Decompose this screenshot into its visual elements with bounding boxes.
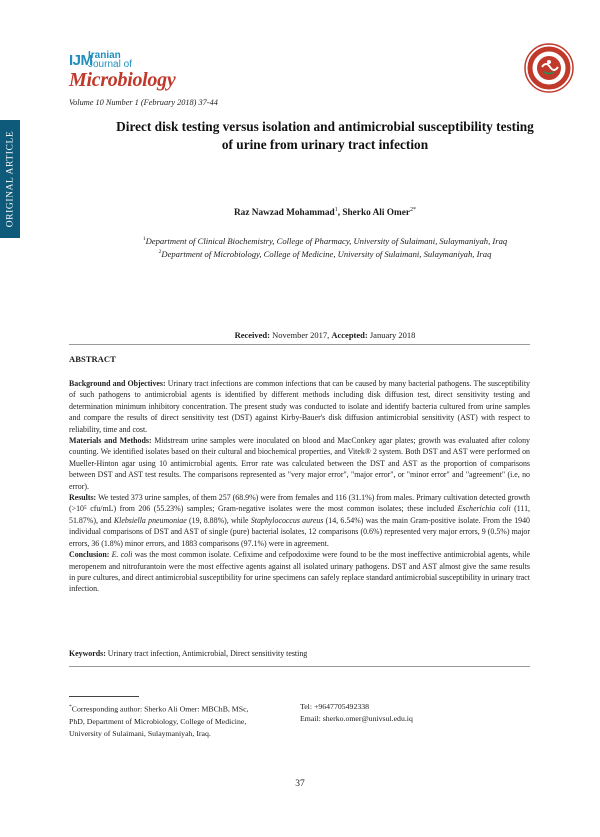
keywords	[69, 649, 530, 658]
affiliation-1-num: 1	[142, 236, 146, 243]
methods-label: Materials and Methods:	[69, 436, 152, 446]
received-date: November 2017,	[269, 330, 332, 340]
results-ecoli: Escherichia coli	[457, 504, 511, 514]
journal-logo	[69, 49, 189, 95]
author-2: Sherko Ali Omer	[342, 208, 411, 219]
keywords-text: Urinary tract infection, Antimicrobial, Direct sensitivity testing	[105, 649, 308, 658]
author-list	[60, 207, 590, 218]
abstract-results	[69, 492, 530, 549]
affiliation-1	[60, 236, 590, 246]
affiliation-2	[60, 249, 590, 259]
accepted-date: January 2018	[367, 330, 416, 340]
abstract-heading: ABSTRACT	[69, 354, 116, 364]
keywords-label: Keywords:	[69, 649, 106, 658]
conclusion-text: was the most common isolate. Cefixime and cefpodoxime were found to be the most ineffective antimicrobial agents, while meropenem and nitrofurantoin were the most effective agents against all isolated urinary pathogens. DST and AST almost give the same results in pure cultures, and direct antimicrobial susceptibility for urine specimens can safely replace standard antimicrobial susceptibility in urinary tract infection.	[69, 550, 530, 594]
affiliation-2-text: Department of Microbiology, College of Medicine, University of Sulaimani, Sulaymaniyah, Iraq	[161, 249, 492, 259]
article-title	[60, 118, 590, 154]
abstract-methods	[69, 435, 530, 492]
results-klebsiella: Klebsiella pneumoniae	[113, 515, 187, 525]
footnote-line-1	[69, 701, 299, 716]
background-label: Background and Objectives:	[69, 379, 166, 388]
methods-text: Midstream urine samples were inoculated on blood and MacConkey agar plates; growth was evaluated after colony counting. We identified isolates based on their cultural and biochemical properties, and Vitek® 2 system. Both DST and AST were performed on Mueller-Hinton agar using 10 antimicrobial agents. Error rate was calculated between the DST and AST as the proportion of comparisons between DST and AST test results. The comparisons represented as "very major error", "major error", or "minor error" and "agreement" (i.e, no error).	[69, 436, 530, 491]
volume-info: Volume 10 Number 1 (February 2018) 37-44	[69, 98, 218, 107]
contact-info	[300, 701, 530, 726]
logo-microbiology: Microbiology	[69, 69, 176, 91]
author-1: Raz Nawzad Mohammad	[233, 208, 335, 219]
footnote-line-3: University of Sulaimani, Sulaymaniyah, Iraq.	[69, 729, 211, 739]
page-number: 37	[295, 779, 305, 789]
article-dates	[60, 330, 590, 340]
results-text-2: (111, 51.87%), and	[69, 504, 530, 525]
author-1-sup: 1	[334, 207, 338, 213]
article-type-label: ORIGINAL ARTICLE	[5, 130, 16, 228]
footnote-line-2: PhD, Department of Microbiology, College of Medicine,	[69, 716, 247, 726]
society-seal-icon	[524, 43, 574, 93]
contact-tel: Tel: +9647705492338	[300, 702, 370, 711]
title-line-2: of urine from urinary tract infection	[221, 137, 429, 152]
received-label: Received:	[234, 330, 270, 340]
footnote-rule	[69, 696, 139, 697]
title-line-1: Direct disk testing versus isolation and antimicrobial susceptibility testing	[116, 119, 534, 134]
affiliation-2-num: 2	[158, 249, 162, 256]
background-text: Urinary tract infections are common infections that can be caused by many bacterial pathogens. The susceptibility of such pathogens to antimicrobial agents is identified by different methods including disk diffusion test, direct sensitivity testing and determination minimum inhibitory concentration. The present study was conducted to isolate and identify bacteria cultured from urine samples and compare the results of direct sensitivity test (DST) against Kirby-Bauer's disk diffusion antimicrobial sensitivity (AST) with respect to reliability, time and cost.	[69, 379, 531, 434]
results-staph: Staphylococcus aureus	[250, 515, 324, 525]
abstract-background	[69, 378, 530, 435]
conclusion-label: Conclusion:	[69, 550, 110, 560]
divider-bottom	[69, 666, 530, 667]
logo-iranian: Iranian	[88, 50, 121, 61]
results-label: Results:	[69, 493, 97, 503]
footnote-star: *	[69, 704, 72, 710]
affiliation-1-text: Department of Clinical Biochemistry, College of Pharmacy, University of Sulaimani, Sulaymaniyah, Iraq	[145, 236, 508, 246]
results-text-4: (14, 6.54%) was the main Gram-positive isolate. From the 1940 individual comparisons of DST and AST of single (pure) bacterial isolates, 12 comparisons (0.6%) represented very major errors, 9 (0.5%) major errors, 36 (1.8%) minor errors, and 1883 comparisons (97.1%) were in agreement.	[69, 515, 530, 548]
accepted-label: Accepted:	[331, 330, 368, 340]
article-type-tab	[0, 120, 20, 238]
logo-abbrev: IJM	[69, 52, 93, 69]
footnote-line-1-text: Corresponding author: Sherko Ali Omer: MBChB, MSc,	[71, 704, 249, 714]
results-text-3: (19, 8.88%), while	[186, 515, 251, 525]
abstract-body	[69, 378, 530, 595]
corresponding-author	[69, 701, 299, 740]
author-separator: ,	[337, 208, 343, 219]
author-2-sup: 2*	[410, 207, 417, 213]
abstract-conclusion	[69, 549, 530, 595]
conclusion-ecoli: E. coli	[111, 550, 133, 560]
results-text-1: We tested 373 urine samples, of them 257 (68.9%) were from females and 116 (31.1%) from males. Primary cultivation detected growth (>10⁵ cfu/mL) from 206 (55.23%) samples; Gram-negative isolates were the most common isolates; these included	[69, 493, 530, 514]
divider-top	[69, 344, 530, 345]
logo-journal-of: Journal of	[88, 59, 132, 70]
contact-email: Email: sherko.omer@univsul.edu.iq	[300, 714, 413, 724]
